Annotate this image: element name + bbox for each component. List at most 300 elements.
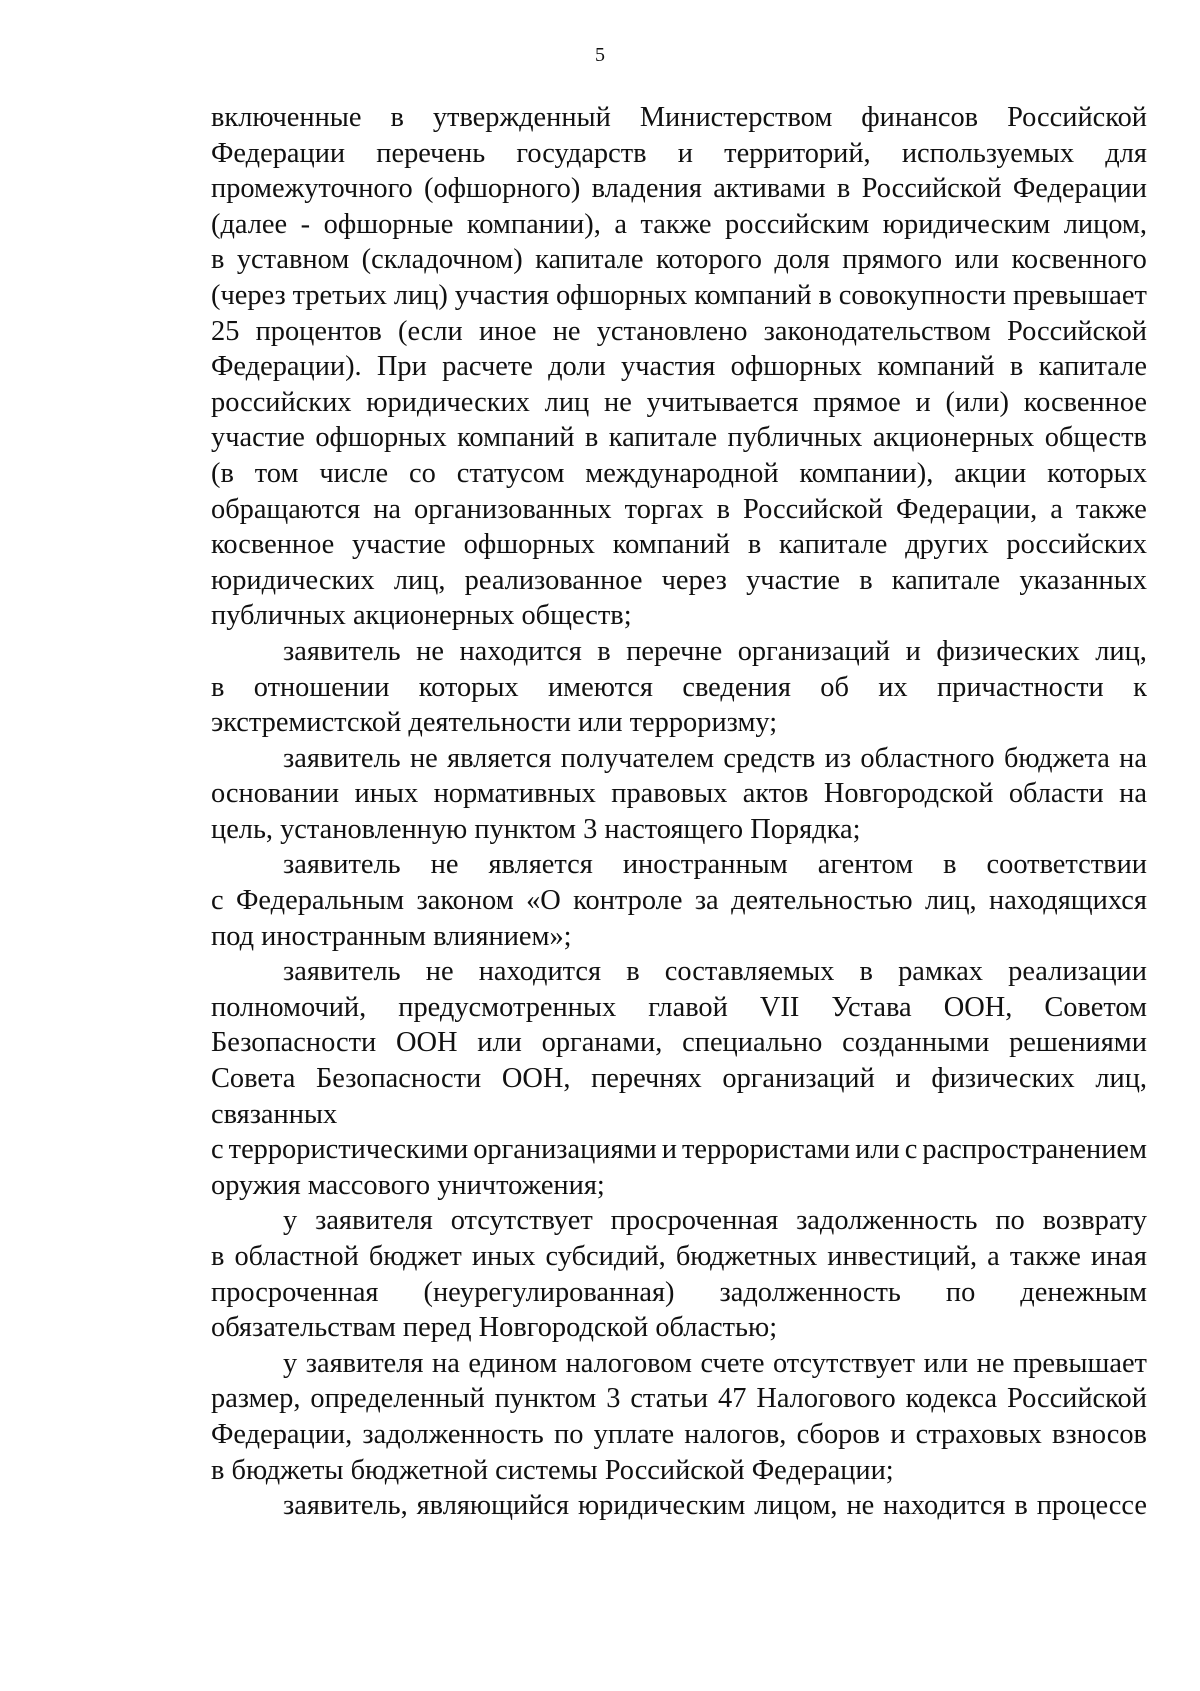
word: по bbox=[945, 1276, 976, 1308]
word: компаний bbox=[457, 422, 575, 454]
word: в bbox=[859, 956, 873, 988]
word: капитале bbox=[891, 564, 1001, 596]
word: на bbox=[373, 493, 401, 525]
text-line bbox=[211, 1346, 1147, 1382]
word: заявителя bbox=[315, 1205, 433, 1237]
word: Российской bbox=[1007, 102, 1147, 133]
word: Российской bbox=[1007, 315, 1147, 347]
word: промежуточного bbox=[211, 173, 413, 205]
word: соответствии bbox=[986, 849, 1147, 881]
text-line bbox=[211, 456, 1147, 492]
word: офшорных bbox=[315, 422, 447, 454]
word: субсидий, bbox=[545, 1241, 666, 1272]
word: деятельностью bbox=[731, 885, 913, 917]
word: задолженность bbox=[796, 1205, 978, 1237]
word: или bbox=[855, 1134, 900, 1166]
word: организациями bbox=[473, 1134, 657, 1166]
word: находится bbox=[883, 1490, 1006, 1522]
word: офшорных bbox=[730, 351, 862, 383]
word: физических bbox=[931, 1063, 1075, 1095]
word: участие bbox=[746, 564, 840, 596]
word: распространением bbox=[922, 1134, 1147, 1166]
word: Российской bbox=[861, 173, 1002, 205]
word: Федерации). bbox=[211, 351, 362, 383]
word: Новгородской bbox=[823, 778, 994, 810]
word: и bbox=[677, 137, 693, 169]
word: физических bbox=[936, 635, 1080, 667]
word: участия bbox=[621, 351, 716, 383]
text-line bbox=[211, 385, 1147, 421]
word: заявителя bbox=[305, 1347, 424, 1379]
word: заявитель bbox=[283, 742, 401, 774]
text-line bbox=[211, 349, 1147, 385]
word: превышает bbox=[1013, 1347, 1147, 1379]
word: размер, bbox=[211, 1383, 301, 1415]
text-line bbox=[211, 990, 1147, 1026]
word: обращаются bbox=[211, 493, 361, 525]
word: которых bbox=[1047, 457, 1147, 489]
word: в bbox=[818, 279, 832, 311]
word: лиц, bbox=[1095, 635, 1147, 667]
word: перечень bbox=[376, 137, 486, 169]
word: (неурегулированная) bbox=[423, 1276, 675, 1308]
word: компаний bbox=[694, 279, 812, 311]
word: с bbox=[211, 885, 224, 917]
word: перечне bbox=[626, 635, 723, 667]
word: пунктом bbox=[494, 1383, 597, 1415]
text-line bbox=[211, 1025, 1147, 1061]
word: заявитель bbox=[283, 956, 401, 988]
word: реализованное bbox=[464, 564, 643, 596]
word: расчете bbox=[442, 351, 533, 383]
word: Безопасности bbox=[211, 1027, 377, 1059]
word: публичных bbox=[727, 422, 863, 454]
word: находится bbox=[478, 956, 602, 988]
word: Совета bbox=[211, 1063, 296, 1095]
word: отсутствует bbox=[772, 1347, 916, 1379]
word: террористами bbox=[681, 1134, 851, 1166]
word: иных bbox=[354, 778, 419, 810]
word: офшорных bbox=[463, 529, 595, 561]
word: не bbox=[409, 742, 438, 774]
word: сборов bbox=[796, 1418, 880, 1450]
word: бюджета bbox=[1003, 742, 1110, 774]
word: Федерации bbox=[211, 137, 346, 169]
word: через bbox=[661, 564, 727, 596]
word: рамках bbox=[898, 956, 983, 988]
word: международной bbox=[585, 457, 779, 489]
word: инвестиций, bbox=[827, 1241, 978, 1272]
text-line bbox=[211, 634, 1147, 670]
text-line bbox=[211, 776, 1147, 812]
word: у bbox=[283, 1205, 298, 1237]
word: превышает bbox=[1012, 279, 1147, 311]
word: страховых bbox=[915, 1418, 1042, 1450]
word: Федерации, bbox=[896, 493, 1038, 525]
word: средств bbox=[723, 742, 816, 774]
word: реализации bbox=[1008, 956, 1147, 988]
word: участие bbox=[352, 529, 446, 561]
word: не bbox=[425, 956, 454, 988]
word: с bbox=[904, 1134, 918, 1166]
word: Безопасности bbox=[315, 1063, 482, 1095]
word: доля bbox=[774, 244, 830, 276]
word: заявитель bbox=[283, 635, 401, 667]
word: а bbox=[1050, 493, 1063, 525]
word: также bbox=[640, 208, 712, 240]
word: (далее bbox=[211, 208, 288, 240]
word: актов bbox=[742, 778, 809, 810]
word: организованных bbox=[414, 493, 612, 525]
word: или bbox=[923, 1347, 969, 1379]
word: взносов bbox=[1052, 1418, 1147, 1450]
word: лиц, bbox=[924, 885, 977, 917]
word: 3 bbox=[606, 1383, 621, 1415]
word: из bbox=[824, 742, 852, 774]
word: косвенного bbox=[1011, 244, 1147, 276]
word: Налогового bbox=[756, 1383, 896, 1415]
word: капитале bbox=[535, 244, 644, 276]
word: других bbox=[905, 529, 989, 561]
text-line: обязательствам перед Новгородской областью; bbox=[211, 1312, 778, 1344]
word: организаций bbox=[737, 635, 891, 667]
word: лиц bbox=[544, 386, 590, 418]
word: в bbox=[211, 671, 225, 703]
word: акционерных bbox=[872, 422, 1035, 454]
word: процентов bbox=[255, 315, 382, 347]
word: компании), bbox=[466, 208, 601, 240]
word: косвенное bbox=[1023, 386, 1147, 418]
word: лиц) bbox=[393, 279, 448, 311]
word: указанных bbox=[1019, 564, 1147, 596]
word: лицом, bbox=[754, 1490, 838, 1522]
word: нормативных bbox=[433, 778, 596, 810]
word: капитале bbox=[779, 529, 888, 561]
word: офшорных bbox=[555, 279, 688, 311]
word: законодательством bbox=[763, 315, 991, 347]
word: 47 bbox=[718, 1383, 747, 1415]
word: едином bbox=[468, 1347, 558, 1379]
word: лицом, bbox=[1063, 208, 1147, 240]
text-line bbox=[211, 847, 1147, 883]
word: созданными bbox=[842, 1027, 990, 1059]
word: их bbox=[878, 671, 908, 703]
word: юридическим bbox=[882, 208, 1051, 240]
word: (через bbox=[211, 279, 286, 311]
word: юридических bbox=[366, 386, 530, 418]
word: «О bbox=[526, 885, 561, 917]
word: и bbox=[905, 635, 921, 667]
word: является bbox=[447, 742, 552, 774]
text-line bbox=[211, 670, 1147, 706]
word: в bbox=[390, 102, 404, 133]
word: в bbox=[597, 635, 611, 667]
word: территорий, bbox=[724, 137, 871, 169]
word: компании), bbox=[799, 457, 934, 489]
word: бюджет bbox=[368, 1241, 462, 1272]
word: иная bbox=[1090, 1241, 1147, 1272]
word: используемых bbox=[901, 137, 1075, 169]
word: задолженность bbox=[362, 1418, 544, 1450]
word: просроченная bbox=[211, 1276, 379, 1308]
word: компаний bbox=[612, 529, 731, 561]
word: российских bbox=[1006, 529, 1147, 561]
word: владения bbox=[591, 173, 702, 205]
word: и bbox=[661, 1134, 677, 1166]
word: счете bbox=[700, 1347, 765, 1379]
word: к bbox=[1133, 671, 1147, 703]
word: заявитель, bbox=[283, 1490, 408, 1522]
word: в bbox=[836, 173, 851, 205]
word: перечнях bbox=[591, 1063, 702, 1095]
word: (в bbox=[211, 457, 234, 489]
text-line: под иностранным влиянием»; bbox=[211, 920, 572, 952]
word: находится bbox=[459, 635, 582, 667]
word: установлено bbox=[596, 315, 748, 347]
word: косвенное bbox=[211, 529, 335, 561]
word: являющийся bbox=[416, 1490, 570, 1522]
word: не bbox=[552, 315, 581, 347]
word: контроле bbox=[573, 885, 683, 917]
word: российским bbox=[725, 208, 870, 240]
word: числе bbox=[319, 457, 389, 489]
word: утвержденный bbox=[432, 102, 611, 133]
word: финансов bbox=[861, 102, 979, 133]
word: на bbox=[432, 1347, 460, 1379]
word: (если bbox=[398, 315, 463, 347]
word: Федерации bbox=[1012, 173, 1147, 205]
word: уплате bbox=[593, 1418, 675, 1450]
word: а bbox=[614, 208, 627, 240]
text-line: связанных bbox=[211, 1098, 338, 1130]
text-line: в бюджеты бюджетной системы Российской Федерации; bbox=[211, 1454, 894, 1486]
word: включенные bbox=[211, 102, 362, 133]
text-line bbox=[211, 1275, 1147, 1311]
word: денежным bbox=[1020, 1276, 1147, 1308]
word: также bbox=[1075, 493, 1147, 525]
text-line bbox=[211, 207, 1147, 243]
word: в bbox=[1014, 1490, 1028, 1522]
text-line bbox=[211, 242, 1147, 278]
word: статьи bbox=[630, 1383, 709, 1415]
word: Российской bbox=[1006, 1383, 1147, 1415]
text-line bbox=[211, 1061, 1147, 1097]
text-line bbox=[211, 100, 1147, 136]
word: учитывается bbox=[646, 386, 799, 418]
word: Министерством bbox=[639, 102, 833, 133]
word: юридическим bbox=[577, 1490, 746, 1522]
word: процессе bbox=[1036, 1490, 1147, 1522]
text-line bbox=[211, 883, 1147, 919]
word: ООН, bbox=[501, 1063, 571, 1095]
text-line bbox=[211, 492, 1147, 528]
word: торгах bbox=[624, 493, 704, 525]
word: заявитель bbox=[283, 849, 401, 881]
text-line bbox=[211, 1381, 1147, 1417]
word: участия bbox=[454, 279, 550, 311]
word: на bbox=[1119, 778, 1147, 810]
text-line bbox=[211, 563, 1147, 599]
text-line bbox=[211, 1203, 1147, 1239]
word: в bbox=[211, 1241, 225, 1272]
word: и bbox=[895, 1063, 911, 1095]
word: ООН bbox=[395, 1027, 458, 1059]
word: и bbox=[915, 386, 931, 418]
word: областной bbox=[234, 1241, 359, 1272]
text-line: экстремистской деятельности или терроризму; bbox=[211, 707, 778, 739]
word: Российской bbox=[743, 493, 883, 525]
word: возврату bbox=[1042, 1205, 1147, 1237]
page-number: 5 bbox=[595, 44, 605, 66]
word: имеются bbox=[547, 671, 653, 703]
text-line bbox=[211, 171, 1147, 207]
word: VII bbox=[759, 991, 800, 1023]
text-line: цель, установленную пунктом 3 настоящего Порядка; bbox=[211, 813, 861, 845]
word: лиц, bbox=[393, 564, 446, 596]
text-line bbox=[211, 278, 1147, 314]
word: определенный bbox=[310, 1383, 485, 1415]
word: главой bbox=[648, 991, 728, 1023]
word: бюджетных bbox=[675, 1241, 818, 1272]
word: по bbox=[995, 1205, 1025, 1237]
text-line bbox=[211, 741, 1147, 777]
word: иностранным bbox=[622, 849, 788, 881]
word: прямого bbox=[842, 244, 943, 276]
word: Советом bbox=[1044, 991, 1147, 1023]
word: террористическими bbox=[228, 1134, 469, 1166]
word: находящихся bbox=[989, 885, 1147, 917]
word: 25 bbox=[211, 315, 240, 347]
word: и bbox=[890, 1418, 906, 1450]
word: активами bbox=[713, 173, 826, 205]
word: кодекса bbox=[905, 1383, 998, 1415]
word: или bbox=[477, 1027, 522, 1059]
word: за bbox=[694, 885, 719, 917]
word: в bbox=[716, 493, 730, 525]
text-line bbox=[211, 314, 1147, 350]
word: составляемых bbox=[664, 956, 835, 988]
word: государств bbox=[516, 137, 647, 169]
word: в bbox=[943, 849, 957, 881]
word: законом bbox=[416, 885, 514, 917]
text-line bbox=[211, 136, 1147, 172]
word: Устава bbox=[831, 991, 912, 1023]
word: российских bbox=[211, 386, 352, 418]
word: для bbox=[1105, 137, 1147, 169]
word: (или) bbox=[945, 386, 1009, 418]
word: юридических bbox=[211, 564, 375, 596]
word: просроченная bbox=[610, 1205, 779, 1237]
text-line bbox=[211, 1132, 1147, 1168]
word: агентом bbox=[817, 849, 914, 881]
word: Федерации, bbox=[211, 1418, 353, 1450]
word: со bbox=[409, 457, 436, 489]
word: (складочном) bbox=[361, 244, 523, 276]
word: которых bbox=[418, 671, 519, 703]
word: иное bbox=[478, 315, 537, 347]
word: предусмотренных bbox=[398, 991, 617, 1023]
word: специально bbox=[682, 1027, 823, 1059]
word: Федеральным bbox=[236, 885, 405, 917]
word: капитале bbox=[1038, 351, 1147, 383]
word: области bbox=[1008, 778, 1104, 810]
word: в bbox=[584, 422, 599, 454]
word: задолженность bbox=[719, 1276, 901, 1308]
word: является bbox=[488, 849, 593, 881]
word: областного bbox=[860, 742, 995, 774]
text-line bbox=[211, 420, 1147, 456]
word: не bbox=[604, 386, 632, 418]
word: третьих bbox=[292, 279, 387, 311]
word: об bbox=[820, 671, 849, 703]
text-line bbox=[211, 527, 1147, 563]
word: в bbox=[859, 564, 873, 596]
word: обществ bbox=[1044, 422, 1147, 454]
word: налогов, bbox=[684, 1418, 787, 1450]
word: участие bbox=[211, 422, 305, 454]
word: отношении bbox=[253, 671, 390, 703]
word: отсутствует bbox=[450, 1205, 593, 1237]
word: на bbox=[1119, 742, 1147, 774]
word: в bbox=[1009, 351, 1024, 383]
text-line: оружия массового уничтожения; bbox=[211, 1169, 605, 1201]
word: в bbox=[626, 956, 640, 988]
word: капитале bbox=[608, 422, 718, 454]
word: При bbox=[376, 351, 427, 383]
word: по bbox=[554, 1418, 584, 1450]
word: не bbox=[846, 1490, 875, 1522]
word: причастности bbox=[936, 671, 1104, 703]
word: основании bbox=[211, 778, 340, 810]
word: совокупности bbox=[838, 279, 1007, 311]
word: (офшорного) bbox=[424, 173, 581, 205]
word: офшорные bbox=[323, 208, 454, 240]
word: акции bbox=[954, 457, 1027, 489]
word: а bbox=[987, 1241, 1000, 1272]
word: также bbox=[1009, 1241, 1081, 1272]
word: не bbox=[430, 849, 459, 881]
word: органами, bbox=[541, 1027, 663, 1059]
word: в bbox=[211, 244, 225, 276]
word: которого bbox=[655, 244, 762, 276]
word: компаний bbox=[877, 351, 995, 383]
word: лиц, bbox=[1095, 1063, 1147, 1095]
word: не bbox=[416, 635, 444, 667]
word: не bbox=[976, 1347, 1005, 1379]
word: с bbox=[211, 1134, 224, 1166]
word: полномочий, bbox=[211, 991, 367, 1023]
word: или bbox=[954, 244, 1000, 276]
text-line bbox=[211, 954, 1147, 990]
word: в bbox=[747, 529, 762, 561]
word: налоговом bbox=[565, 1347, 692, 1379]
document-body bbox=[211, 100, 1147, 1524]
word: у bbox=[283, 1347, 298, 1379]
word: получателем bbox=[560, 742, 715, 774]
text-line: публичных акционерных обществ; bbox=[211, 600, 632, 632]
word: организаций bbox=[722, 1063, 875, 1095]
word: решениями bbox=[1009, 1027, 1147, 1059]
text-line bbox=[211, 1417, 1147, 1453]
word: прямое bbox=[813, 386, 901, 418]
word: ООН, bbox=[943, 991, 1013, 1023]
word: иных bbox=[471, 1241, 536, 1272]
word: том bbox=[254, 457, 299, 489]
word: сведения bbox=[682, 671, 791, 703]
text-line bbox=[211, 1488, 1147, 1524]
text-line bbox=[211, 1239, 1147, 1275]
word: уставном bbox=[236, 244, 350, 276]
